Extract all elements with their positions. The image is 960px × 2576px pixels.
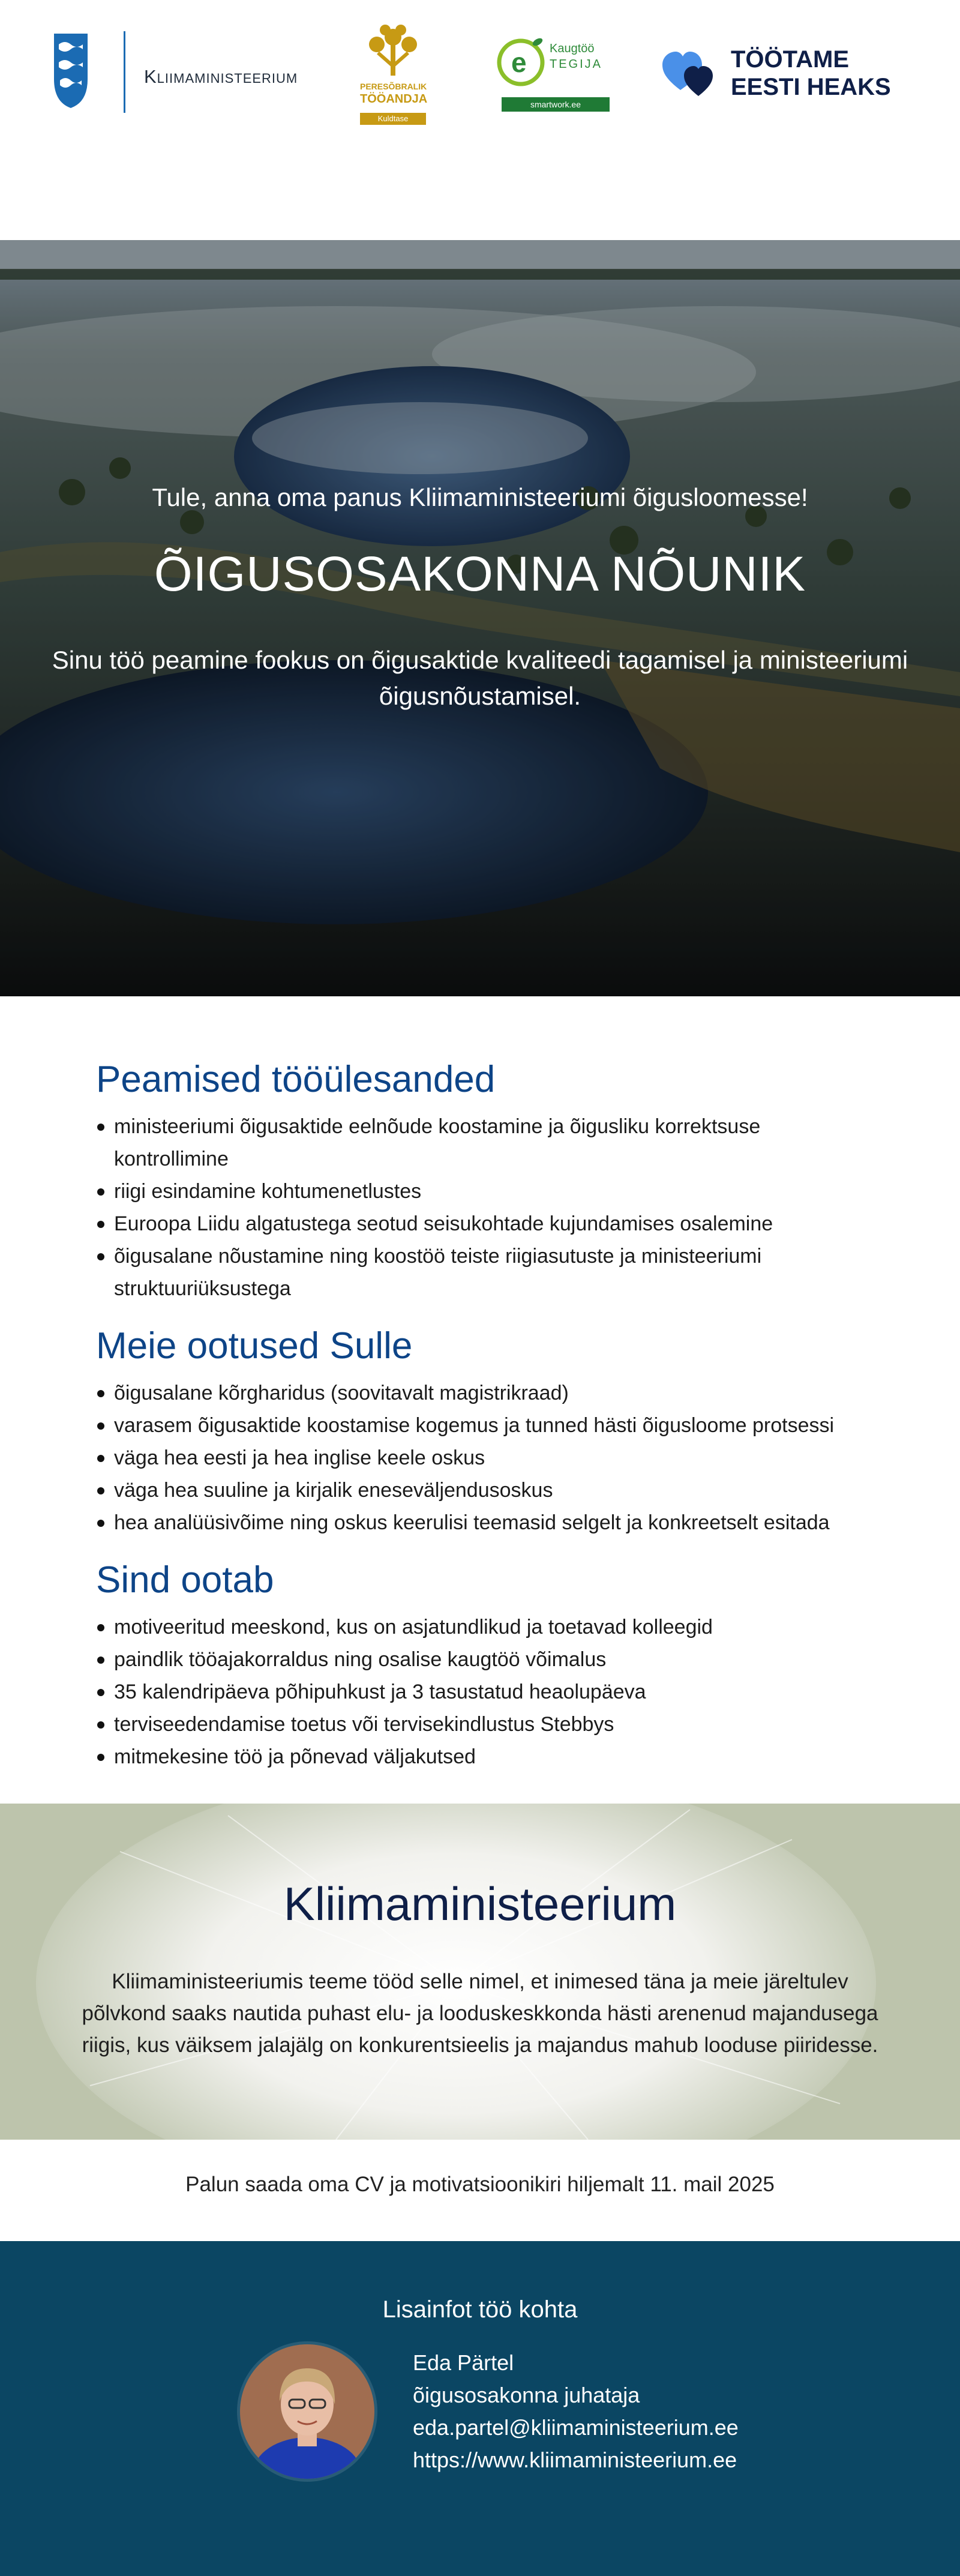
list-item: Euroopa Liidu algatustega seotud seisukohtade kujundamises osalemine bbox=[96, 1208, 876, 1240]
section-benefits bbox=[96, 1557, 876, 1773]
family-logo-text bbox=[360, 82, 426, 106]
hearts-icon bbox=[662, 48, 722, 102]
section-expectations bbox=[96, 1323, 876, 1539]
coat-of-arms-icon bbox=[53, 31, 89, 109]
logo-bar bbox=[0, 0, 960, 240]
family-friendly-employer-logo bbox=[360, 24, 432, 129]
contact-details bbox=[413, 2347, 739, 2476]
list-item: hea analüüsivõime ning oskus keerulisi teemasid selgelt ja konkreetselt esitada bbox=[96, 1506, 876, 1539]
list-item: motiveeritud meeskond, kus on asjatundlikud ja toetavad kolleegid bbox=[96, 1611, 876, 1643]
job-details bbox=[96, 1056, 876, 1791]
expectations-list bbox=[96, 1377, 876, 1539]
benefits-list bbox=[96, 1611, 876, 1773]
family-logo-level: Kuldtase bbox=[360, 113, 426, 125]
hero-tagline: Tule, anna oma panus Kliimaministeeriumi õigusloomesse! bbox=[152, 483, 808, 511]
section-title: Peamised tööülesanded bbox=[96, 1059, 496, 1100]
tasks-list bbox=[96, 1110, 876, 1305]
family-tree-icon bbox=[360, 24, 426, 79]
list-item: õigusalane kõrgharidus (soovitavalt magistrikraad) bbox=[96, 1377, 876, 1409]
list-item: paindlik tööajakorraldus ning osalise kaugtöö võimalus bbox=[96, 1643, 876, 1676]
logo-divider bbox=[124, 31, 125, 113]
section-tasks bbox=[96, 1056, 876, 1305]
hero-banner bbox=[0, 240, 960, 996]
campaign-logo bbox=[662, 42, 902, 108]
contact-person-photo bbox=[240, 2344, 374, 2479]
smartwork-line-2: TEGIJA bbox=[550, 58, 603, 71]
list-item: riigi esindamine kohtumenetlustes bbox=[96, 1175, 876, 1208]
list-item: ministeeriumi õigusaktide eelnõude koostamine ja õigusliku korrektsuse kontrollimine bbox=[96, 1110, 876, 1175]
bog-landscape-image bbox=[0, 240, 960, 996]
smartwork-line-1: Kaugtöö bbox=[550, 42, 595, 55]
about-text: Kliimaministeeriumis teeme tööd selle nimel, et inimesed täna ja meie järeltulev põlvkond saaks nautida puhast elu- ja looduskeskkonda hästi arenenud majandusega riigis, kus väiksem jalajälg on konkurentsieelis ja majandus mahub looduse piiridesse. bbox=[82, 1970, 878, 2057]
contact-website-link[interactable]: https://www.kliimaministeerium.ee bbox=[413, 2448, 737, 2472]
contact-role: õigusosakonna juhataja bbox=[413, 2383, 640, 2407]
list-item: õigusalane nõustamine ning koostöö teiste riigiasutuste ja ministeeriumi struktuuriüksustega bbox=[96, 1240, 876, 1305]
smartwork-text bbox=[550, 41, 602, 72]
ministry-logo bbox=[53, 31, 311, 115]
list-item: varasem õigusaktide koostamise kogemus ja tunned hästi õigusloome protsessi bbox=[96, 1409, 876, 1442]
campaign-text bbox=[731, 46, 891, 101]
campaign-line-2: EESTI HEAKS bbox=[731, 74, 891, 100]
list-item: mitmekesine töö ja põnevad väljakutsed bbox=[96, 1741, 876, 1773]
ministry-logo-text: Kliimaministeerium bbox=[144, 66, 298, 87]
family-logo-line-2: TÖÖANDJA bbox=[360, 92, 428, 106]
list-item: 35 kalendripäeva põhipuhkust ja 3 tasustatud heaolupäeva bbox=[96, 1676, 876, 1708]
hero-subtitle: Sinu töö peamine fookus on õigusaktide kvaliteedi tagamisel ja ministeeriumi õigusnõustamisel. bbox=[52, 646, 908, 710]
smartwork-e-icon bbox=[496, 35, 550, 92]
list-item: väga hea eesti ja hea inglise keele oskus bbox=[96, 1442, 876, 1474]
smartwork-logo bbox=[496, 35, 610, 113]
about-title: Kliimaministeerium bbox=[283, 1877, 677, 1930]
application-deadline: Palun saada oma CV ja motivatsioonikiri hiljemalt 11. mail 2025 bbox=[185, 2173, 775, 2196]
campaign-line-1: TÖÖTAME bbox=[731, 46, 850, 73]
contact-heading: Lisainfot töö kohta bbox=[382, 2296, 578, 2323]
smartwork-url: smartwork.ee bbox=[502, 97, 610, 112]
avatar bbox=[240, 2344, 374, 2479]
contact-email-link[interactable]: eda.partel@kliimaministeerium.ee bbox=[413, 2415, 739, 2440]
contact-name: Eda Pärtel bbox=[413, 2350, 514, 2375]
section-title: Meie ootused Sulle bbox=[96, 1325, 413, 1367]
job-title: ÕIGUSOSAKONNA NÕUNIK bbox=[154, 547, 806, 601]
list-item: väga hea suuline ja kirjalik eneseväljendusoskus bbox=[96, 1474, 876, 1506]
section-title: Sind ootab bbox=[96, 1559, 274, 1601]
svg-text:e: e bbox=[511, 47, 527, 78]
contact-section bbox=[0, 2241, 960, 2576]
list-item: terviseedendamise toetus või tervisekindlustus Stebbys bbox=[96, 1708, 876, 1741]
family-logo-line-1: PERESÕBRALIK bbox=[360, 82, 427, 91]
about-section bbox=[0, 1804, 960, 2140]
